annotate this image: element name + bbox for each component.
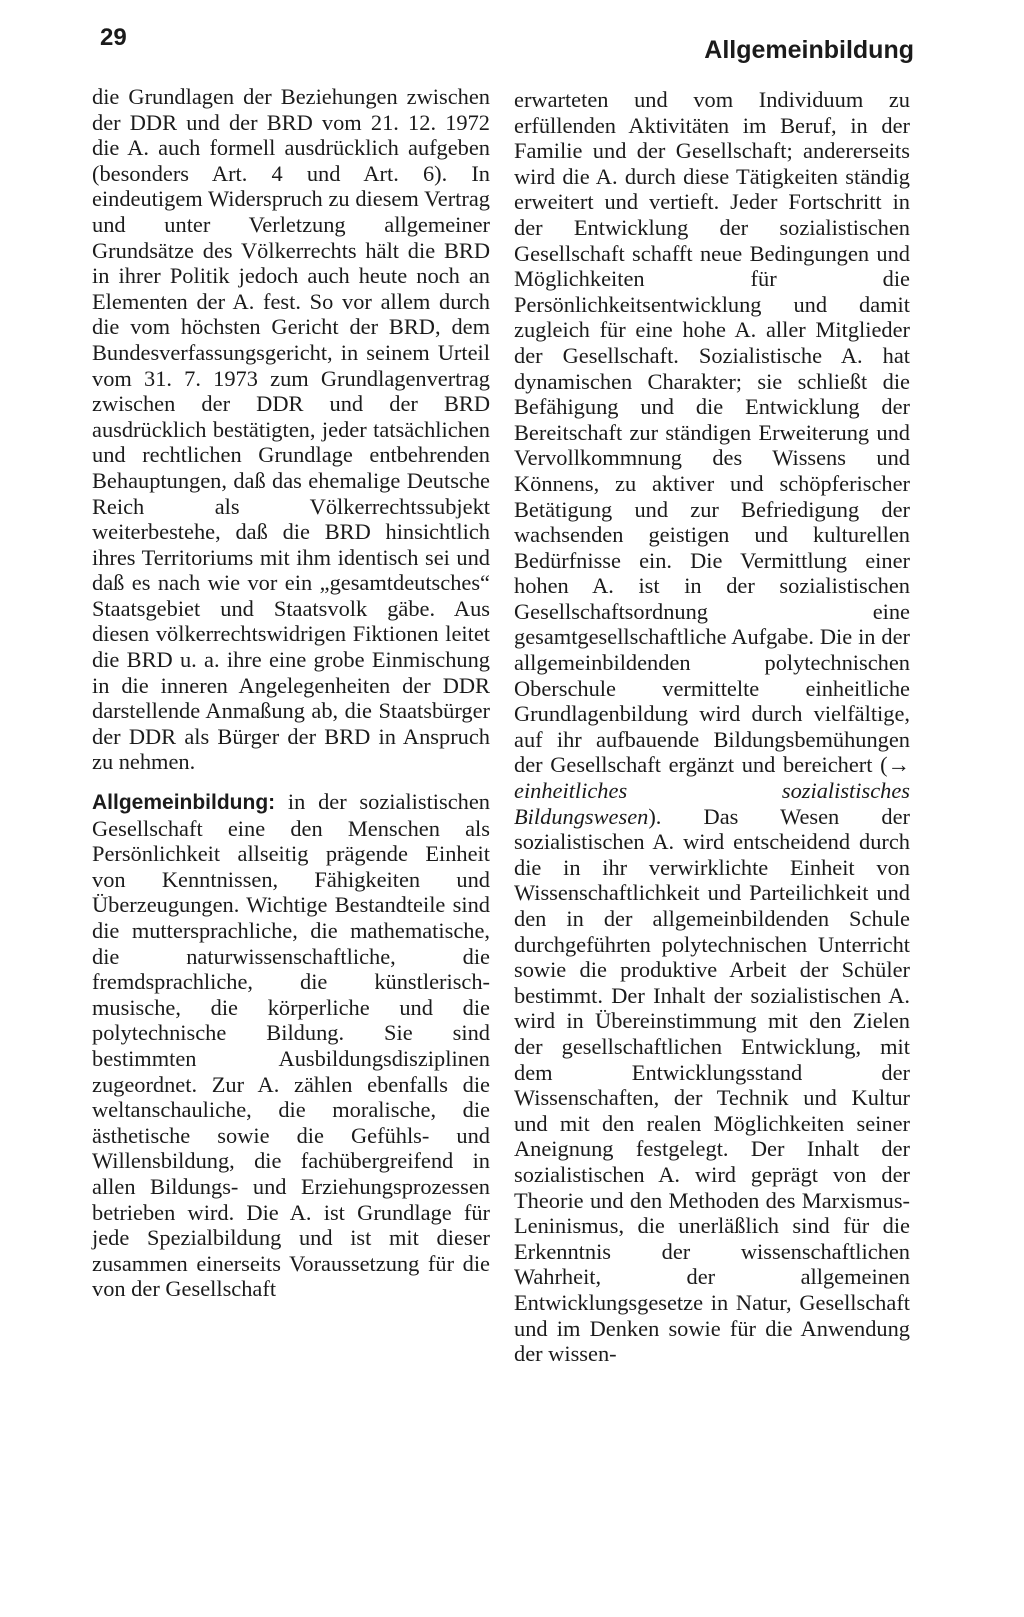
running-head: Allgemeinbildung	[704, 36, 914, 64]
entry-continuation	[514, 87, 910, 1367]
body-text: ). Das Wesen der sozialistischen A. wird entscheidend durch die in ihr verwirklichte Einheit von Wissenschaftlichkeit und Parteilichkeit und den in der allgemeinbildenden Schule durchgeführten polytechnischen Unterricht sowie die produktive Arbeit der Schüler bestimmt. Der Inhalt der sozialistischen A. wird in Übereinstimmung mit den Zielen der gesellschaftlichen Entwicklung, mit dem Entwicklungsstand der Wissenschaften, der Technik und Kultur und mit den realen Möglichkeiten seiner Aneignung festgelegt. Der Inhalt der sozialistischen A. wird geprägt von der Theorie und den Methoden des Marxismus-Leninismus, die unerläßlich sind für die Erkenntnis der wissenschaftlichen Wahrheit, der allgemeinen Entwicklungsgesetze in Natur, Gesellschaft und im Denken sowie für die Anwendung der wissen-	[514, 803, 910, 1367]
right-column	[514, 87, 910, 1367]
page-number: 29	[100, 24, 127, 51]
entry-text: in der sozialistischen Gesellschaft eine den Menschen als Persönlichkeit allseitig prägende Einheit von Kenntnissen, Fähigkeiten und Überzeugungen. Wichtige Bestandteile sind die muttersprachliche, die mathematische, die naturwissenschaftliche, die fremdsprachliche, die künstlerisch-musische, die körperliche und die polytechnische Bildung. Sie sind bestimmten Ausbildungsdisziplinen zugeordnet. Zur A. zählen ebenfalls die weltanschauliche, die moralische, die ästhetische sowie die Gefühls- und Willensbildung, die fachübergreifend in allen Bildungs- und Erziehungsprozessen betrieben wird. Die A. ist Grundlage für jede Spezialbildung und ist mit dieser zusammen einerseits Voraussetzung für die von der Gesellschaft	[92, 789, 490, 1302]
body-text: erwarteten und vom Individuum zu erfüllenden Aktivitäten im Beruf, in der Familie und der Gesellschaft; andererseits wird die A. durch diese Tätigkeiten ständig erweitert und vertieft. Jeder Fortschritt in der Entwicklung der sozialistischen Gesellschaft schafft neue Bedingungen und Möglichkeiten für die Persönlichkeitsentwicklung und damit zugleich für eine hohe A. aller Mitglieder der Gesellschaft. Sozialistische A. hat dynamischen Charakter; sie schließt die Befähigung und die Entwicklung der Bereitschaft zur ständigen Erweiterung und Vervollkommnung des Wissens und Könnens, zu aktiver und schöpferischer Betätigung und zur Befriedigung der wachsenden geistigen und kulturellen Bedürfnisse ein. Die Vermittlung einer hohen A. ist in der sozialistischen Gesellschaftsordnung eine gesamtgesellschaftliche Aufgabe. Die in der allgemeinbildenden polytechnischen Oberschule vermittelte einheitliche Grundlagenbildung wird durch vielfältige, auf ihr aufbauende Bildungsbemühungen der Gesellschaft ergänzt und bereichert (	[514, 87, 910, 778]
entry-headword: Allgemeinbildung:	[92, 791, 276, 815]
cross-reference[interactable]: einheitliches sozialistisches Bildungswesen	[514, 778, 910, 829]
dictionary-entry	[92, 789, 490, 1302]
continued-paragraph: die Grundlagen der Beziehungen zwischen der DDR und der BRD vom 21. 12. 1972 die A. auch formell ausdrücklich aufgeben (besonders Art. 4 und Art. 6). In eindeutigem Widerspruch zu diesem Vertrag und unter Verletzung allgemeiner Grundsätze des Völkerrechts hält die BRD in ihrer Politik jedoch auch heute noch an Elementen der A. fest. So vor allem durch die vom höchsten Gericht der BRD, dem Bundesverfassungsgericht, in seinem Urteil vom 31. 7. 1973 zum Grundlagenvertrag zwischen der DDR und der BRD ausdrücklich bestätigten, jeder tatsächlichen und rechtlichen Grundlage entbehrenden Behauptungen, daß das ehemalige Deutsche Reich als Völkerrechtssubjekt weiterbestehe, daß die BRD hinsichtlich ihres Territoriums mit ihm identisch sei und daß es nach wie vor ein „gesamtdeutsches“ Staatsgebiet und Staatsvolk gäbe. Aus diesen völkerrechtswidrigen Fiktionen leitet die BRD u. a. ihre eine grobe Einmischung in die inneren Angelegenheiten der DDR darstellende Anmaßung ab, die Staatsbürger der DDR als Bürger der BRD in Anspruch zu nehmen.	[92, 84, 490, 775]
left-column	[92, 84, 490, 1302]
cross-reference-arrow: →	[887, 752, 910, 778]
